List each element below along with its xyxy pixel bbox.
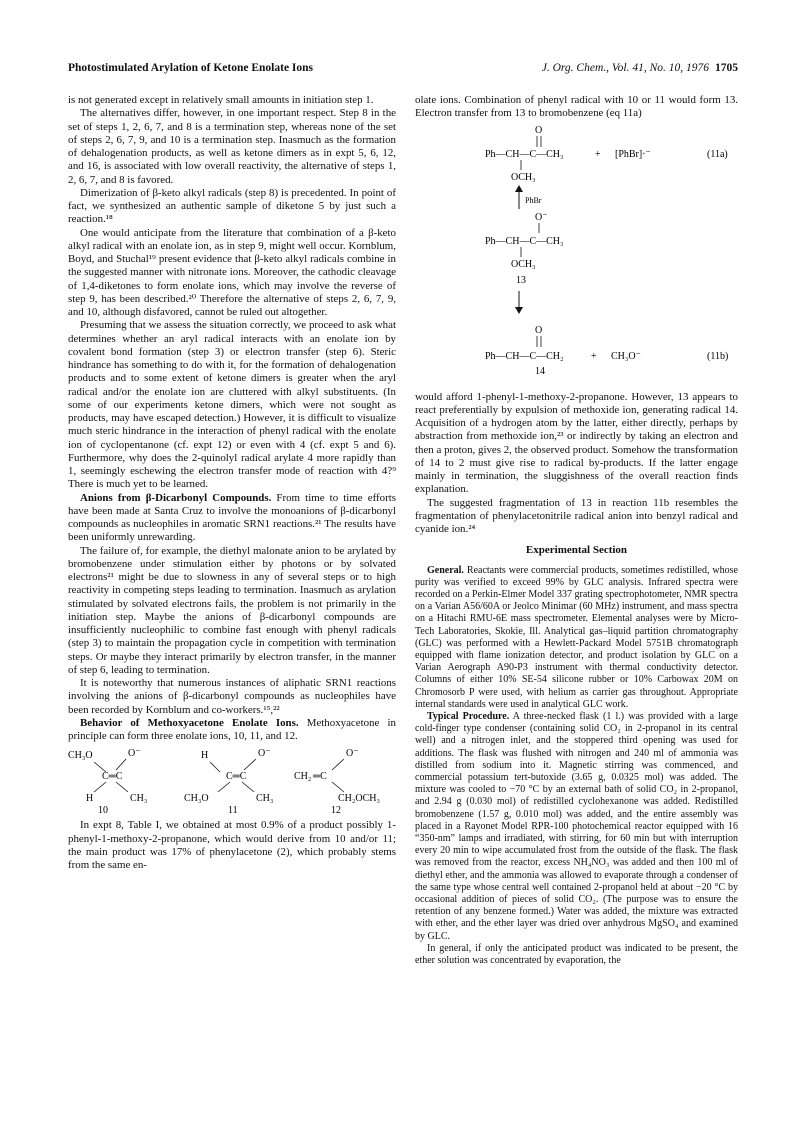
struct-text: O⁻ <box>535 211 548 223</box>
struct-text: CH₂OCH₃ <box>338 793 380 805</box>
paragraph-text: Reactants were commercial products, sometimes redistilled, whose purity was verified to exceed 99% by GLC analysis. Infrared spectra were recorded on a Perkin-Elmer Model 337 grating spectrophotometer, NMR spectra on a Varian A56/60A or Jeolco Minimar (60 MHz) instrument, and mass spectra on a Hitachi RMU-6E mass spectrometer. Elemental analyses were by Micro-Tech Laboratories, Skokie, Ill. Analytical gas–liquid partition chromatography (GLC) was performed with a Hewlett-Packard Model 5751B chromatograph equipped with flame ionization detector, and product isolation by GLC on a Varian Aerograph A90-P3 instrument with thermal conductivity detector. Columns of either 10% SE-54 silicone rubber or 10% Carbowax 20M on Chromosorb P were used, with helium as carrier gas throughout. Appropriate internal standards were used in analytical GLC work. <box>415 564 738 710</box>
struct-text: OCH₃ <box>511 171 536 183</box>
struct-text: OCH₃ <box>511 258 536 270</box>
struct-text: CH₃ <box>256 793 274 805</box>
compound-label: 10 <box>98 805 108 817</box>
paragraph: It is noteworthy that numerous instances of aliphatic SRN1 reactions involving the anions of β-dicarbonyl compounds as nucleophiles have been recorded by Kornblum and co-workers.¹⁵,²² <box>68 677 396 716</box>
paragraph <box>68 492 396 545</box>
struct-text: CH₃O⁻ <box>611 350 641 362</box>
run-in-heading: Typical Procedure. <box>427 710 510 722</box>
struct-text: ═C <box>313 771 327 783</box>
experimental-section <box>415 565 738 968</box>
reaction-arrow-up <box>515 185 542 209</box>
run-in-heading: General. <box>427 564 464 576</box>
struct-text: O <box>535 324 543 336</box>
right-column <box>415 94 738 967</box>
struct-text: C═C <box>102 771 123 783</box>
struct-text: CH₃O <box>68 750 93 762</box>
paragraph: is not generated except in relatively small amounts in initiation step 1. <box>68 94 374 106</box>
equation-11a <box>485 125 728 183</box>
struct-text: + <box>595 148 601 160</box>
enolate-11 <box>184 748 273 816</box>
paragraph-text: From time to time efforts have been made at Santa Cruz to involve the monoanions of β-dicarbonyl compounds as nucleophiles in aromatic SRN1 reactions.²¹ The results have been uniformly unrewarding. <box>68 491 396 544</box>
paragraph <box>415 711 738 943</box>
paragraph: In expt 8, Table I, we obtained at most 0.9% of a product possibly 1-phenyl-1-methoxy-2-propanone, which would derive from 10 and/or 11; the main product was 17% of phenylacetone (2), which probably stems from the same en- <box>68 819 396 871</box>
enolate-10 <box>68 748 147 816</box>
struct-text: O⁻ <box>258 748 271 760</box>
struct-text: Ph—CH—C—CH₃ <box>485 148 564 160</box>
paragraph-text: Methoxyacetone in principle can form three enolate ions, 10, 11, and 12. <box>68 716 396 742</box>
paragraph: would afford 1-phenyl-1-methoxy-2-propanone. However, 13 appears to react preferentially by expulsion of methoxide ion, generating radical 14. Acquisition of a hydrogen atom by the latter, either directly, perhaps by abstraction from methoxide ion,²³ or indirectly by taking an electron and then a proton, gives 2, the observed product. Somehow the transformation of 14 to 2 must give rise to radical by-products. If the latter engage mainly in termination, the sluggishness of the overall reaction finds explanation. <box>415 390 738 496</box>
left-column <box>68 94 396 872</box>
paragraph: The suggested fragmentation of 13 in reaction 11b resembles the fragmentation of phenylacetonitrile radical anion into benzyl radical and cyanide ion.²⁴ <box>415 496 738 535</box>
struct-text: H <box>86 793 94 805</box>
struct-text: O⁻ <box>128 748 141 760</box>
struct-text: Ph—CH—C—CH₂ <box>485 350 564 362</box>
enolate-structures <box>68 746 396 816</box>
section-title: Experimental Section <box>525 544 628 557</box>
run-in-heading: Behavior of Methoxyacetone Enolate Ions. <box>80 716 299 729</box>
journal-name: J. Org. Chem., Vol. 41, No. 10, 1976 <box>541 62 709 74</box>
page-number: 1705 <box>715 62 738 74</box>
paragraph <box>68 717 396 744</box>
compound-label: 11 <box>228 805 238 817</box>
struct-text: CH₃O <box>184 793 209 805</box>
reaction-arrow-down <box>515 291 523 314</box>
radical-13 <box>485 212 564 286</box>
paragraph <box>415 565 738 711</box>
paragraph: olate ions. Combination of phenyl radical with 10 or 11 would form 13. Electron transfer from 13 to bromobenzene (eq 11a) <box>415 94 738 120</box>
paragraph: The alternatives differ, however, in one important respect. Step 8 in the set of steps 1, 2, 6, 7, and 8 is a termination step, whereas none of the set of steps 2, 6, 7, 9, and 10 is a termination step. Inasmuch as the formation of dehalogenation products, as well as ketone dimers as in expt 5, 6, 12, and 16, is associated with low overall reactivity, the alternative of steps 1, 2, 6, 7, and 8 is favored. <box>68 107 396 186</box>
struct-text: O⁻ <box>346 748 359 760</box>
reaction-scheme-11 <box>415 123 738 385</box>
struct-text: CH₃ <box>130 793 148 805</box>
equation-number: (11a) <box>707 148 728 160</box>
run-in-heading: Anions from β-Dicarbonyl Compounds. <box>80 491 272 504</box>
paragraph: Presuming that we assess the situation correctly, we proceed to ask what determines whether an aryl radical interacts with an enolate ion by covalent bond formation (step 3) or electron transfer (step 6). Steric hindrance has something to do with it, for the formation of dehalogenation products and to some extent of ketone dimers is greater when the aryl radical and/or the enolate ion are cluttered with alkyl substituents. (In some of our experiments ketone dimers, which were not sought as products, may have escaped detection.) However, it is difficult to visualize much steric hindrance in the interaction of phenyl radical with the enolate ion of cyclopentanone (cf. expt 12) or even with 4 (cf. expt 5 and 6). Furthermore, why does the 2-quinolyl radical arylate 4 more rapidly than 1, seemingly eschewing the electron transfer mode of reaction with 4?⁹ There is much yet to be learned. <box>68 319 396 491</box>
struct-text: O <box>535 124 543 136</box>
compound-label: 14 <box>535 365 545 377</box>
enolate-12 <box>294 748 380 816</box>
paragraph: Dimerization of β-keto alkyl radicals (step 8) is precedented. In point of fact, we synthesized an authentic sample of diketone 5 by just such a reaction.¹⁸ <box>68 186 396 226</box>
equation-11b <box>485 325 728 377</box>
paragraph: One would anticipate from the literature that combination of a β-keto alkyl radical with an enolate ion, as in step 9, might well occur. Kornblum, Boyd, and Stuchal¹⁹ present evidence that β-keto alkyl radicals combine in the suggested manner with nitronate ions. Moreover, the cathodic cleavage of 1,4-diketones to form enolate ions, which may involve the reverse of step 9, has been described.²⁰ Therefore the alternative of steps 2, 6, 7, 9, and 10, although disfavored, cannot be ruled out altogether. <box>68 226 396 318</box>
struct-text: CH₂ <box>294 771 312 783</box>
equation-number: (11b) <box>707 350 729 362</box>
journal-citation <box>542 62 738 74</box>
struct-text: [PhBr]·⁻ <box>615 148 651 160</box>
compound-label: 12 <box>331 805 341 817</box>
paragraph: The failure of, for example, the diethyl malonate anion to be arylated by bromobenzene under stimulation either by photons or by solvated electrons²¹ might be due to slowness in any of several steps or to high reactivity in competing steps leading to termination. Inasmuch as arylation stimulated by solvated electrons fails, the problem is not primarily in the initiation step. Maybe the anions of β-dicarbonyl compounds are insufficiently nucleophilic to combine fast enough with phenyl radicals (step 3) to maintain the propagation cycle in competition with termination steps. Or maybe they interact primarily by electron transfer, in the manner of step 6, leading to termination. <box>68 544 396 676</box>
running-header <box>68 62 738 78</box>
arrow-label: PhBr <box>525 195 542 205</box>
struct-text: C═C <box>226 771 247 783</box>
struct-text: + <box>591 350 597 362</box>
paragraph: In general, if only the anticipated product was indicated to be present, the ether solution was concentrated by evaporation, the <box>415 942 738 966</box>
paragraph-text: A three-necked flask (1 l.) was provided with a large cold-finger type condenser (containing solid CO₂ in 2-propanol in its central well) and a nitrogen inlet, and the stoppered third opening was used for additions. The flask was flushed with nitrogen and 240 ml of ammonia was distilled from sodium into it. Magnetic stirring was commenced, and commercial potassium tert-butoxide (3.65 g, 0.0325 mol) was added. The mixture was cooled to −70 °C by an external bath of solid CO₂ in 2-propanol, and 2.94 g (0.030 mol) of redistilled cyclohexanone was added. Redistilled bromobenzene (1.57 g, 0.010 mol) was added, and the entire assembly was placed in a Rayonet Model RPR-100 photochemical reactor equipped with 16 “350-nm” lamps and irradiated, with stirring, for 60 min but with interruption every 20 min to wipe accumulated frost from the outside of the flask. The flask was removed from the reactor, excess NH₄NO₃ was added and then 100 ml of diethyl ether, and the ammonia was allowed to evaporate through a condenser of the same type whose central well contained 2-propanol held at about −20 °C by occasional addition of pieces of solid CO₂. (The purpose was to ensure the retention of any benzene formed.) Water was added, the mixture was extracted with ether, and the ether layer was dried over anhydrous MgSO₄ and examined by GLC. <box>415 710 738 942</box>
running-title: Photostimulated Arylation of Ketone Enolate Ions <box>68 62 314 74</box>
compound-label: 13 <box>516 274 526 286</box>
struct-text: H <box>201 750 209 762</box>
struct-text: Ph—CH—C—CH₃ <box>485 235 564 247</box>
